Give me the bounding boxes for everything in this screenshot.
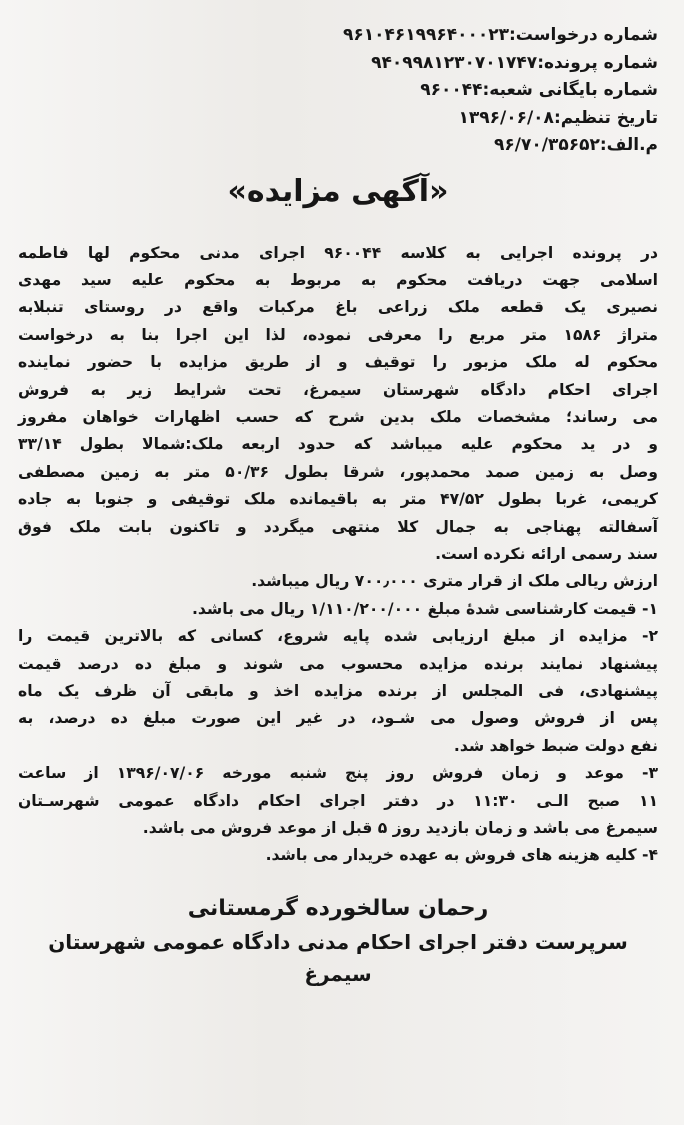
price-line: ارزش ریالی ملک از قرار متری ۷۰۰٫۰۰۰ ریال میباشد. [251, 572, 658, 591]
body-line: وصل به زمین صمد محمدپور، شرقا بطول ۵۰/۳۶ متر به زمین مصطفی [18, 462, 658, 481]
notice-title: «آگهی مزایده» [227, 173, 449, 209]
body-line: نصیری یک قطعه ملک زراعی باغ مرکبات واقع در روستای تنبلابه [18, 298, 658, 317]
notice-body [18, 240, 658, 596]
request-number: شماره درخواست:۹۶۱۰۴۶۱۹۹۶۴۰۰۰۲۳ [342, 25, 658, 45]
clause-3 [18, 760, 658, 842]
signatory-name: رحمان سالخورده گرمستانی [187, 895, 489, 921]
clause-line: ۲- مزایده از مبلغ ارزیابی شده پایه شروع، کسانی که بالاترین قیمت را [18, 627, 658, 646]
body-line: و در ید محکوم علیه میباشد که حدود اربعه ملک:شمالا بطول ۳۳/۱۴ [18, 435, 658, 454]
clause-line: ۳- موعد و زمان فروش روز پنج شنبه مورخه ۱۳۹۶/۰۷/۰۶ از ساعت [18, 764, 658, 783]
body-line: کریمی، غربا بطول ۴۷/۵۲ متر به باقیمانده ملک توقیفی و جنوبا به جاده [18, 490, 659, 509]
body-line: اجرای احکام دادگاه شهرستان سیمرغ، تحت شرایط زیر به فروش [18, 380, 658, 399]
clause-line: ۱- قیمت کارشناسی شدهٔ مبلغ ۱/۱۱۰/۲۰۰/۰۰۰ ریال می باشد. [191, 599, 658, 618]
notice-meta [18, 22, 658, 160]
body-line: اسلامی جهت دریافت محکوم به مربوط به محکوم علیه سید مهدی [18, 270, 658, 289]
body-line: آسفالته پهناجی به جمال کلا منتهی میگردد و تاکنون بابت ملک فوق [18, 517, 658, 536]
body-line: محکوم له ملک مزبور را توقیف و از طریق مزایده با حضور نماینده [18, 353, 658, 372]
body-line: سند رسمی ارائه نکرده است. [435, 544, 658, 563]
reference-number: م.الف:۹۶/۷۰/۳۵۶۵۲ [494, 135, 658, 155]
clause-line: سیمرغ می باشد و زمان بازدید روز ۵ قبل از موعد فروش می باشد. [142, 819, 658, 838]
body-line: در پرونده اجرایی به کلاسه ۹۶۰۰۴۴ اجرای مدنی محکوم لها فاطمه [18, 243, 658, 262]
clause-line: ۴- کلیه هزینه های فروش به عهده خریدار می باشد. [265, 846, 658, 865]
clause-line: ۱۱ صبح الـی ۱۱:۳۰ در دفتر اجرای احکام دادگاه عمومی شهرسـتان [18, 791, 658, 810]
clause-line: پیشنهاد نمایند برنده مزایده محسوب می شوند و مبلغ ده درصد قیمت [18, 654, 658, 673]
clause-line: پیشنهادی، فی المجلس از برنده مزایده اخذ و مابقی آن ظرف یک ماه [18, 682, 658, 700]
clause-2 [18, 623, 658, 760]
signatory-role: سرپرست دفتر اجرای احکام مدنی دادگاه عمومی شهرستان سیمرغ [48, 929, 628, 986]
clause-4 [18, 842, 658, 869]
signature-block [18, 892, 658, 990]
clause-1 [18, 596, 658, 623]
clause-line: نفع دولت ضبط خواهد شد. [453, 736, 658, 755]
body-line: می رساند؛ مشخصات ملک بدین شرح که حسب اظهارات خواهان مفروز [18, 407, 658, 426]
issue-date: تاریخ تنظیم:۱۳۹۶/۰۶/۰۸ [458, 107, 658, 128]
body-line: متراژ ۱۵۸۶ متر مربع را معرفی نموده، لذا این اجرا بنا به درخواست [18, 325, 658, 344]
archive-number: شماره بایگانی شعبه:۹۶۰۰۴۴ [420, 80, 658, 100]
clause-line: پس از فروش وصول می شـود، در غیر این صورت مبلغ ده درصد، به [18, 709, 658, 728]
file-number: شماره پرونده:۹۴۰۹۹۸۱۲۳۰۷۰۱۷۴۷ [371, 52, 658, 73]
